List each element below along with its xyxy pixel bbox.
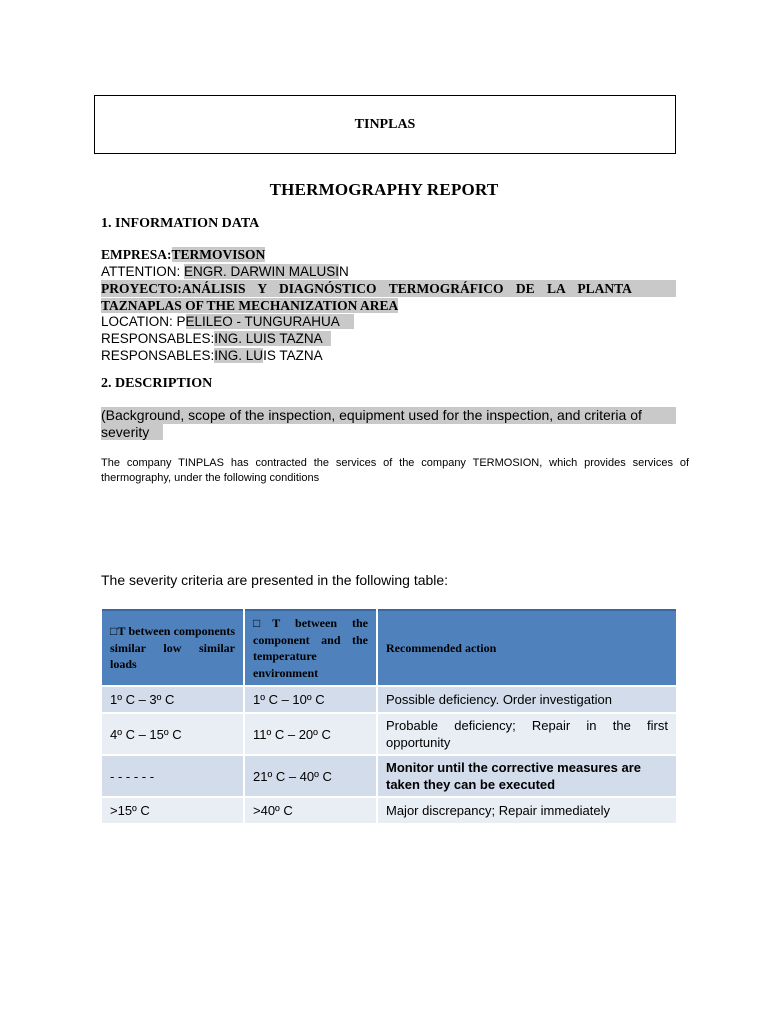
- empresa-value: TERMOVISON: [171, 247, 266, 262]
- severity-intro: The severity criteria are presented in the following table:: [101, 572, 449, 588]
- description-highlight-line1: (Background, scope of the inspection, equipment used for the inspection, and criteria of: [101, 407, 676, 424]
- table-cell: 11º C – 20º C: [245, 714, 376, 756]
- table-cell: Probable deficiency; Repair in the first opportunity: [378, 714, 676, 756]
- proyecto-label: PROYECTO:: [101, 281, 182, 296]
- table-cell: 1º C – 3º C: [102, 687, 243, 714]
- responsables-value-1: ING. LUIS TAZNA: [214, 331, 330, 346]
- table-cell: 21º C – 40º C: [245, 756, 376, 798]
- attention-tail: N: [339, 264, 349, 279]
- description-highlight-line2: severity: [101, 424, 163, 440]
- table-cell: Monitor until the corrective measures are taken they can be executed: [378, 756, 676, 798]
- description-paragraph: The company TINPLAS has contracted the services of the company TERMOSION, which provides services of thermography, under the following conditions: [101, 457, 689, 484]
- responsables-line-1: [101, 330, 331, 347]
- location-label: LOCATION: P: [101, 314, 186, 329]
- header-recommended-action: Recommended action: [378, 609, 676, 687]
- attention-label: ATTENTION:: [101, 264, 184, 279]
- responsables-value-2: ING. LU: [214, 348, 264, 363]
- table-cell: >15º C: [102, 798, 243, 825]
- location-line: [101, 313, 354, 330]
- section-heading-description: 2. DESCRIPTION: [101, 376, 213, 391]
- company-name: TINPLAS: [354, 116, 416, 132]
- description-highlight: [101, 407, 676, 441]
- proyecto-label-wrap: [101, 280, 632, 297]
- empresa-label: EMPRESA:: [101, 247, 172, 262]
- location-value: ELILEO - TUNGURAHUA: [186, 314, 354, 329]
- table-row: [102, 687, 676, 714]
- header-delta-environment: □T between the component and the temperature environment: [245, 609, 376, 687]
- header-delta-components: □T between components similar low similar loads: [102, 609, 243, 687]
- empresa-line: [101, 246, 265, 263]
- table-cell: Major discrepancy; Repair immediately: [378, 798, 676, 825]
- table-row: [102, 714, 676, 756]
- table-cell: - - - - - -: [102, 756, 243, 798]
- severity-table: [100, 609, 678, 825]
- table-row: [102, 756, 676, 798]
- attention-value: ENGR. DARWIN MALUSI: [184, 264, 340, 279]
- table-row: [102, 798, 676, 825]
- report-title: THERMOGRAPHY REPORT: [269, 180, 499, 199]
- table-cell: 4º C – 15º C: [102, 714, 243, 756]
- section-heading-information: 1. INFORMATION DATA: [101, 216, 260, 231]
- table-cell: 1º C – 10º C: [245, 687, 376, 714]
- proyecto-line: [101, 280, 676, 314]
- responsables-label-2: RESPONSABLES:: [101, 348, 215, 363]
- table-header-row: [102, 609, 676, 687]
- table-cell: Possible deficiency. Order investigation: [378, 687, 676, 714]
- attention-line: [101, 263, 349, 280]
- table-cell: >40º C: [245, 798, 376, 825]
- proyecto-line2: TAZNAPLAS OF THE MECHANIZATION AREA: [101, 298, 399, 313]
- responsables-label-1: RESPONSABLES:: [101, 331, 215, 346]
- responsables-line-2: [101, 347, 323, 364]
- responsables-tail-2: IS TAZNA: [263, 348, 323, 363]
- company-header-box: [94, 95, 676, 154]
- proyecto-line1: ANÁLISIS Y DIAGNÓSTICO TERMOGRÁFICO DE LA PLANTA: [181, 281, 632, 296]
